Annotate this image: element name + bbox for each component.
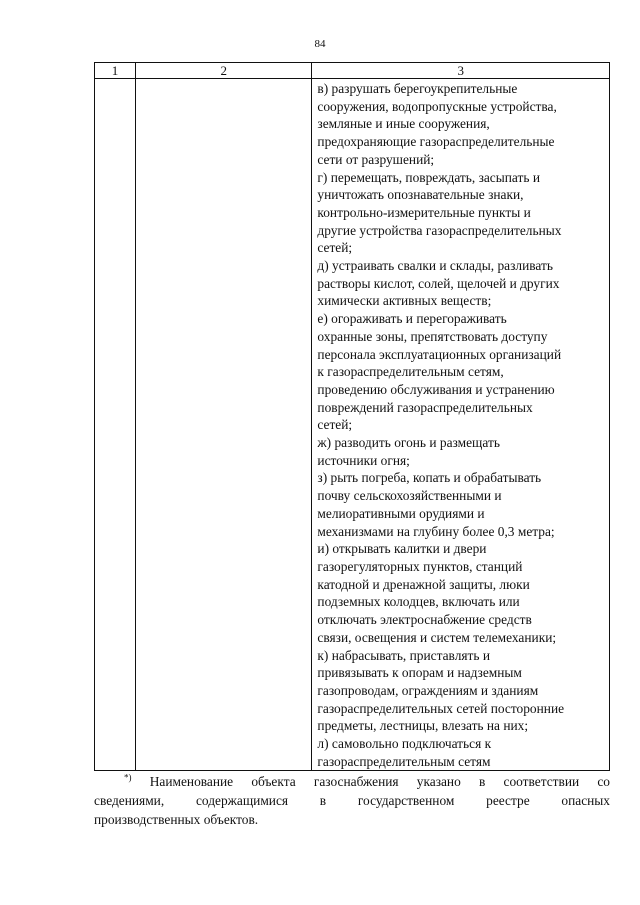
footnote-line-3: производственных объектов. xyxy=(94,812,259,827)
list-item-line: источники огня; xyxy=(317,452,410,468)
list-item-line: предохраняющие газораспределительные xyxy=(317,134,555,150)
column-header-1: 1 xyxy=(95,63,136,79)
list-item-line: сетей; xyxy=(317,417,353,433)
list-item-line: к газораспределительным сетям, xyxy=(317,364,504,380)
list-item-line: в) разрушать берегоукрепительные xyxy=(317,81,518,96)
list-item-line: предметы, лестницы, влезать на них; xyxy=(317,718,529,734)
list-item-line: к) набрасывать, приставлять и xyxy=(317,647,491,663)
list-item-line: земляные и иные сооружения, xyxy=(317,116,490,132)
list-item-line: е) огораживать и перегораживать xyxy=(317,311,507,327)
list-item-line: газораспределительным сетям xyxy=(317,753,491,769)
footnote-line-1 xyxy=(94,772,610,791)
list-item-line: газораспределительных сетей посторонние xyxy=(317,700,565,716)
list-item-line: механизмами на глубину более 0,3 метра; xyxy=(317,523,555,539)
table-row xyxy=(95,79,610,771)
list-item-line: сети от разрушений; xyxy=(317,151,435,167)
list-item-line: охранные зоны, препятствовать доступу xyxy=(317,328,548,344)
list-item-line: подземных колодцев, включать или xyxy=(317,594,520,610)
cell-column-3 xyxy=(312,79,610,771)
list-item-line: привязывать к опорам и надземным xyxy=(317,665,522,681)
list-item-line: связи, освещения и систем телемеханики; xyxy=(317,629,557,645)
list-item-line: з) рыть погреба, копать и обрабатывать xyxy=(317,470,542,486)
prohibitions-list xyxy=(312,79,609,770)
list-item-line: г) перемещать, повреждать, засыпать и xyxy=(317,169,540,185)
list-item-line: газопроводам, ограждениям и зданиям xyxy=(317,682,539,698)
footnote xyxy=(94,772,610,829)
page-number: 84 xyxy=(314,38,326,50)
list-item-line: почву сельскохозяйственными и xyxy=(317,488,502,504)
column-header-3: 3 xyxy=(312,63,610,79)
list-item-line: и) открывать калитки и двери xyxy=(317,541,487,557)
list-item-line: контрольно-измерительные пункты и xyxy=(317,204,531,220)
requirements-table xyxy=(94,62,610,771)
list-item-line: сетей; xyxy=(317,240,353,256)
column-header-2: 2 xyxy=(136,63,312,79)
list-item-line: уничтожать опознавательные знаки, xyxy=(317,187,524,203)
footnote-line-2: сведениями, содержащимися в государственном реестре опасных xyxy=(94,793,610,808)
footnote-marker: *) xyxy=(124,772,132,783)
list-item-line: мелиоративными орудиями и xyxy=(317,505,485,521)
footnote-text-1: Наименование объекта газоснабжения указано в соответствии со xyxy=(149,774,610,789)
list-item-line: катодной и дренажной защиты, люки xyxy=(317,576,530,592)
table-header-row xyxy=(95,63,610,79)
list-item-line: растворы кислот, солей, щелочей и других xyxy=(317,275,560,291)
list-item-line: другие устройства газораспределительных xyxy=(317,222,562,238)
list-item-line: д) устраивать свалки и склады, разливать xyxy=(317,258,553,274)
list-item-line: отключать электроснабжение средств xyxy=(317,612,532,628)
cell-column-1 xyxy=(95,79,136,771)
list-item-line: персонала эксплуатационных организаций xyxy=(317,346,562,362)
list-item-line: л) самовольно подключаться к xyxy=(317,736,492,752)
list-item-line: химически активных веществ; xyxy=(317,293,492,309)
list-item-line: сооружения, водопропускные устройства, xyxy=(317,98,557,114)
list-item-line: газорегуляторных пунктов, станций xyxy=(317,558,523,574)
cell-column-2 xyxy=(136,79,312,771)
list-item-line: ж) разводить огонь и размещать xyxy=(317,435,500,451)
list-item-line: проведению обслуживания и устранению xyxy=(317,381,555,397)
list-item-line: повреждений газораспределительных xyxy=(317,399,533,415)
